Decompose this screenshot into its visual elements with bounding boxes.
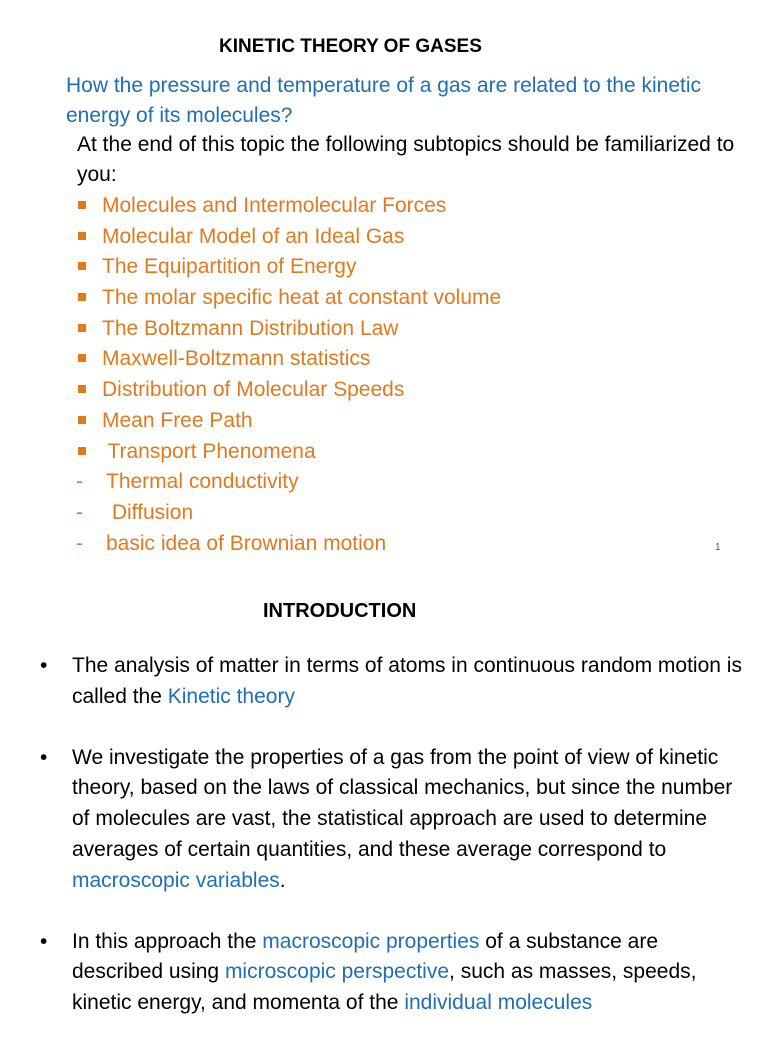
dash-bullet: - [76,531,83,555]
intro-bullets [40,651,752,1049]
square-bullet-icon [78,416,86,424]
square-bullet-icon [78,447,86,455]
square-bullet-icon [78,293,86,301]
intro-text: At the end of this topic the following subtopics should be familiarized to you: [77,133,735,186]
dash-bullet: - [76,470,83,494]
term-macroscopic-properties: macroscopic properties [262,929,480,953]
term-microscopic-perspective: microscopic perspective [224,960,450,984]
bullet-item: • We investigate the properties of a gas from the point of view of kinetic theory, based on the laws of classical mechanics, but since the number of molecules are vast, the statistical approach are used to determine averages of certain quantities, and these average correspond to macroscopic variables. [40,743,752,897]
slide2-title: INTRODUCTION [263,600,417,622]
question-text: How the pressure and temperature of a gas are related to the kinetic energy of its molecules? [66,74,702,127]
dash-bullet: - [76,500,83,524]
square-bullet-icon [78,232,86,240]
bullet-dot: • [40,654,48,677]
term-individual-molecules: individual molecules [404,991,593,1015]
term-macroscopic-variables: macroscopic variables [72,868,280,892]
bullet-dot: • [40,745,48,769]
square-bullet-icon [78,201,86,209]
square-bullet-icon [78,262,86,270]
square-bullet-icon [78,354,86,362]
square-bullet-icon [78,324,86,332]
page-number: 1 [715,542,721,553]
bullet-item: • The analysis of matter in terms of atoms in continuous random motion is called the Kinetic theory [40,651,752,713]
slide1-title: KINETIC THEORY OF GASES [219,36,482,57]
square-bullet-icon [78,385,86,393]
bullet-dot: • [40,929,48,953]
bullet-item: • In this approach the macroscopic properties of a substance are described using microscopic perspective, such as masses, speeds, kinetic energy, and momenta of the individual molecules [40,927,752,1019]
term-kinetic-theory: Kinetic theory [167,684,295,708]
